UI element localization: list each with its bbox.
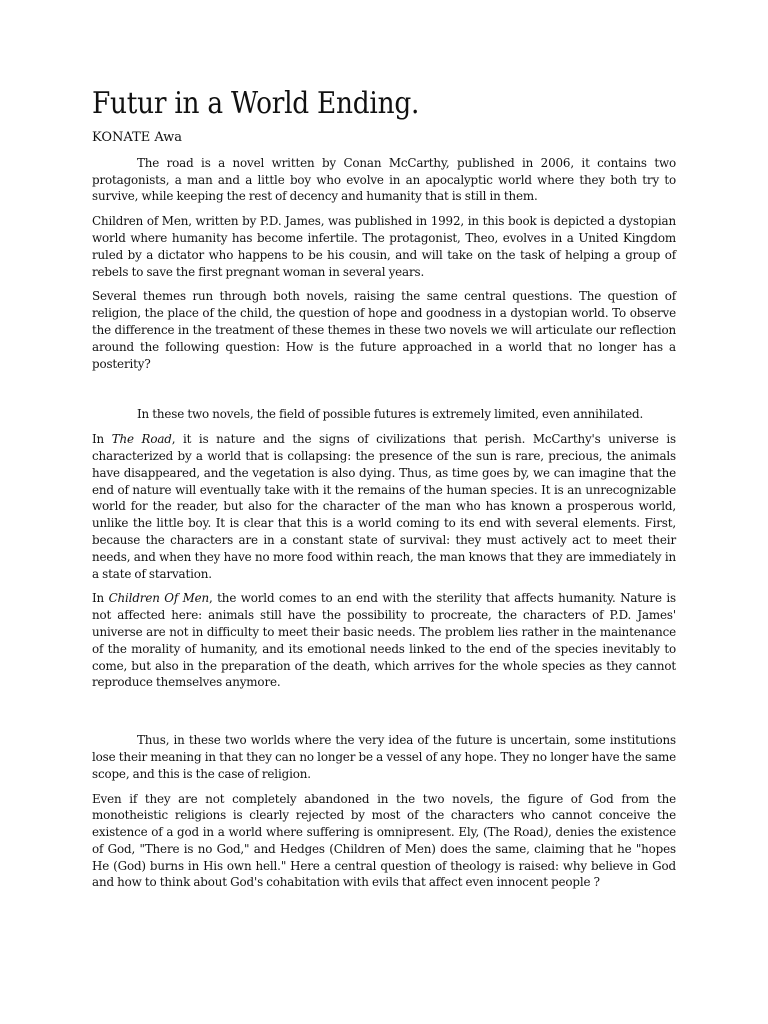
section-spacer <box>92 699 676 732</box>
text-span: Even if they are not completely abandoned in the two novels, the figure of God from the monotheistic religions is clearly rejected by most of the characters who cannot conceive the existence of a god in a world where suffering is omnipresent. Ely, (The Road <box>92 791 676 840</box>
text-span: , the world comes to an end with the sterility that affects humanity. Nature is not affected here: animals still have the possibility to procreate, the characters of P.D. James' universe are not in difficulty to meet their basic needs. The problem lies rather in the maintenance of the morality of humanity, and its emotional needs linked to the end of the species inevitably to come, but also in the preparation of the death, which arrives for the whole species as they cannot reproduce themselves anymore. <box>92 591 676 690</box>
italic-paren: ) <box>543 825 549 840</box>
paragraph-section-one-intro: In these two novels, the field of possible futures is extremely limited, even annihilated. <box>137 407 644 422</box>
book-title-the-road: The Road <box>111 432 172 447</box>
document-author: KONATE Awa <box>92 130 183 145</box>
document-page <box>92 84 676 899</box>
text-span: , it is nature and the signs of civilizations that perish. McCarthy's universe is characterized by a world that is collapsing: the presence of the sun is rare, precious, the animals have disappeared, and the vegetation is also dying. Thus, as time goes by, we can imagine that the end of nature will eventually take with it the remains of the human species. It is an unrecognizable world for the reader, but also for the character of the man who has known a prosperous world, unlike the little boy. It is clear that this is a world coming to its end with several elements. First, because the characters are in a constant state of survival: they must actively act to meet their needs, and when they have no more food within reach, the man knows that they are immediately in a state of starvation. <box>92 432 676 581</box>
section-spacer <box>92 380 676 406</box>
paragraph-children-of-men-analysis <box>92 590 676 691</box>
paragraph-religion-intro: Thus, in these two worlds where the very idea of the future is uncertain, some institutions lose their meaning in that they can no longer be a vessel of any hope. They no longer have the same scope, and this is the case of religion. <box>92 733 676 781</box>
paragraph-intro-children: Children of Men, written by P.D. James, was published in 1992, in this book is depicted a dystopian world where humanity has become infertile. The protagonist, Theo, evolves in a United Kingdom ruled by a dictator who happens to be his cousin, and will take on the task of helping a group of rebels to save the first pregnant woman in several years. <box>92 214 676 279</box>
text-span: In <box>92 591 109 606</box>
text-span: In <box>92 432 112 447</box>
document-title: Futur in a World Ending. <box>92 86 420 121</box>
text-span: , denies the existence of God, "There is no God," and Hedges (Children of Men) does the same, claiming that he "hopes He (God) burns in His own hell." Here a central question of theology is raised: why believe in God and how to think about God's cohabitation with evils that affect even innocent people ? <box>92 825 676 890</box>
paragraph-problem-statement: Several themes run through both novels, raising the same central questions. The question of religion, the place of the child, the question of hope and goodness in a dystopian world. To observe the difference in the treatment of these themes in these two novels we will articulate our reflection around the following question: How is the future approached in a world that no longer has a posterity? <box>92 289 676 371</box>
paragraph-intro-road: The road is a novel written by Conan McCarthy, published in 2006, it contains two protagonists, a man and a little boy who evolve in an apocalyptic world where they both try to survive, while keeping the rest of decency and humanity that is still in them. <box>92 155 676 204</box>
book-title-children-of-men: Children Of Men <box>108 591 210 606</box>
paragraph-the-road-analysis <box>92 431 676 582</box>
paragraph-religion-analysis <box>92 791 676 892</box>
